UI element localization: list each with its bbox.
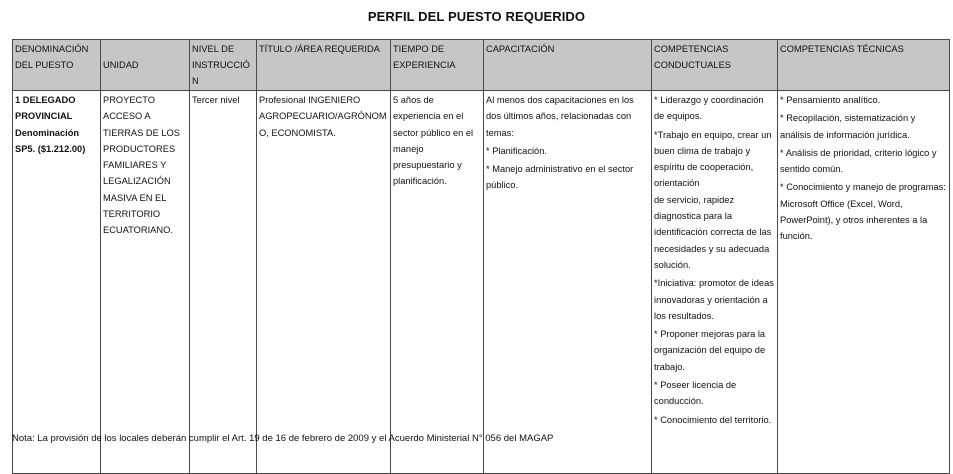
tecnica-item: * Análisis de prioridad, criterio lógico y sentido común. (780, 147, 937, 175)
table-row (13, 91, 950, 474)
header-titulo: TÍTULO /ÁREA REQUERIDA (257, 40, 391, 91)
job-profile-table (12, 39, 950, 474)
header-row (13, 40, 950, 91)
cell-nivel (190, 91, 257, 474)
header-denominacion: DENOMINACIÓN DEL PUESTO (13, 40, 101, 91)
conductual-item: *Iniciativa: promotor de ideas innovadoras y orientación a los resultados. (654, 278, 774, 321)
header-conductuales: COMPETENCIAS CONDUCTUALES (652, 40, 778, 91)
tecnica-item: * Conocimiento y manejo de programas: Microsoft Office (Excel, Word, PowerPoint), y otros inherentes a la función. (780, 182, 946, 242)
cell-unidad (101, 91, 190, 474)
footer-note: Nota: La provisión de los locales deberán cumplir el Art. 19 de 16 de febrero de 2009 y el Acuerdo Ministerial N° 056 del MAGAP (12, 433, 554, 444)
conductual-item: *Trabajo en equipo, crear un buen clima de trabajo y espíritu de cooperación, orientación (654, 129, 772, 189)
conductual-item: * Poseer licencia de conducción. (654, 380, 737, 407)
tecnica-item: * Recopilación, sistematización y análisis de información jurídica. (780, 113, 916, 140)
cell-tecnicas (778, 91, 950, 474)
page-title: PERFIL DEL PUESTO REQUERIDO (367, 9, 586, 24)
header-capacitacion: CAPACITACIÓN (484, 40, 652, 91)
conductual-item: de servicio, rapidez diagnostica para la identificación correcta de las necesidades y su adecuada solución. (654, 194, 772, 270)
tecnica-item: * Pensamiento analítico. (780, 95, 881, 105)
cell-conductuales (652, 91, 778, 474)
header-tecnicas: COMPETENCIAS TÉCNICAS (778, 40, 950, 91)
header-nivel: NIVEL DE INSTRUCCIÓN (190, 40, 257, 91)
unidad-text: PROYECTO ACCESO A TIERRAS DE LOS PRODUCTORES FAMILIARES Y LEGALIZACIÓN MASIVA EN EL TERRITORIO ECUATORIANO. (103, 95, 180, 236)
capacitacion-intro: Al menos dos capacitaciones en los dos últimos años, relacionadas con temas: (486, 95, 634, 138)
cell-capacitacion (484, 91, 652, 474)
conductual-item: * Proponer mejoras para la organización del equipo de trabajo. (654, 329, 766, 372)
capacitacion-item: * Planificación. (486, 145, 547, 156)
cell-titulo (257, 91, 391, 474)
tiempo-text: 5 años de experiencia en el sector público en el manejo presupuestario y planificación. (393, 95, 474, 187)
nivel-text: Tercer nivel (192, 95, 240, 105)
denominacion-text: 1 DELEGADO PROVINCIAL Denominación SP5. ($1.212.00) (15, 95, 86, 154)
header-unidad: UNIDAD (101, 40, 190, 91)
capacitacion-item: * Manejo administrativo en el sector público. (486, 164, 634, 191)
header-tiempo: TIEMPO DE EXPERIENCIA (391, 40, 484, 91)
conductual-item: * Liderazgo y coordinación de equipos. (654, 95, 764, 122)
cell-tiempo (391, 91, 484, 474)
titulo-text: Profesional INGENIERO AGROPECUARIO/AGRÓNOMO, ECONOMISTA. (259, 95, 387, 138)
cell-denominacion (13, 91, 101, 474)
conductual-item: * Conocimiento del territorio. (654, 414, 772, 425)
